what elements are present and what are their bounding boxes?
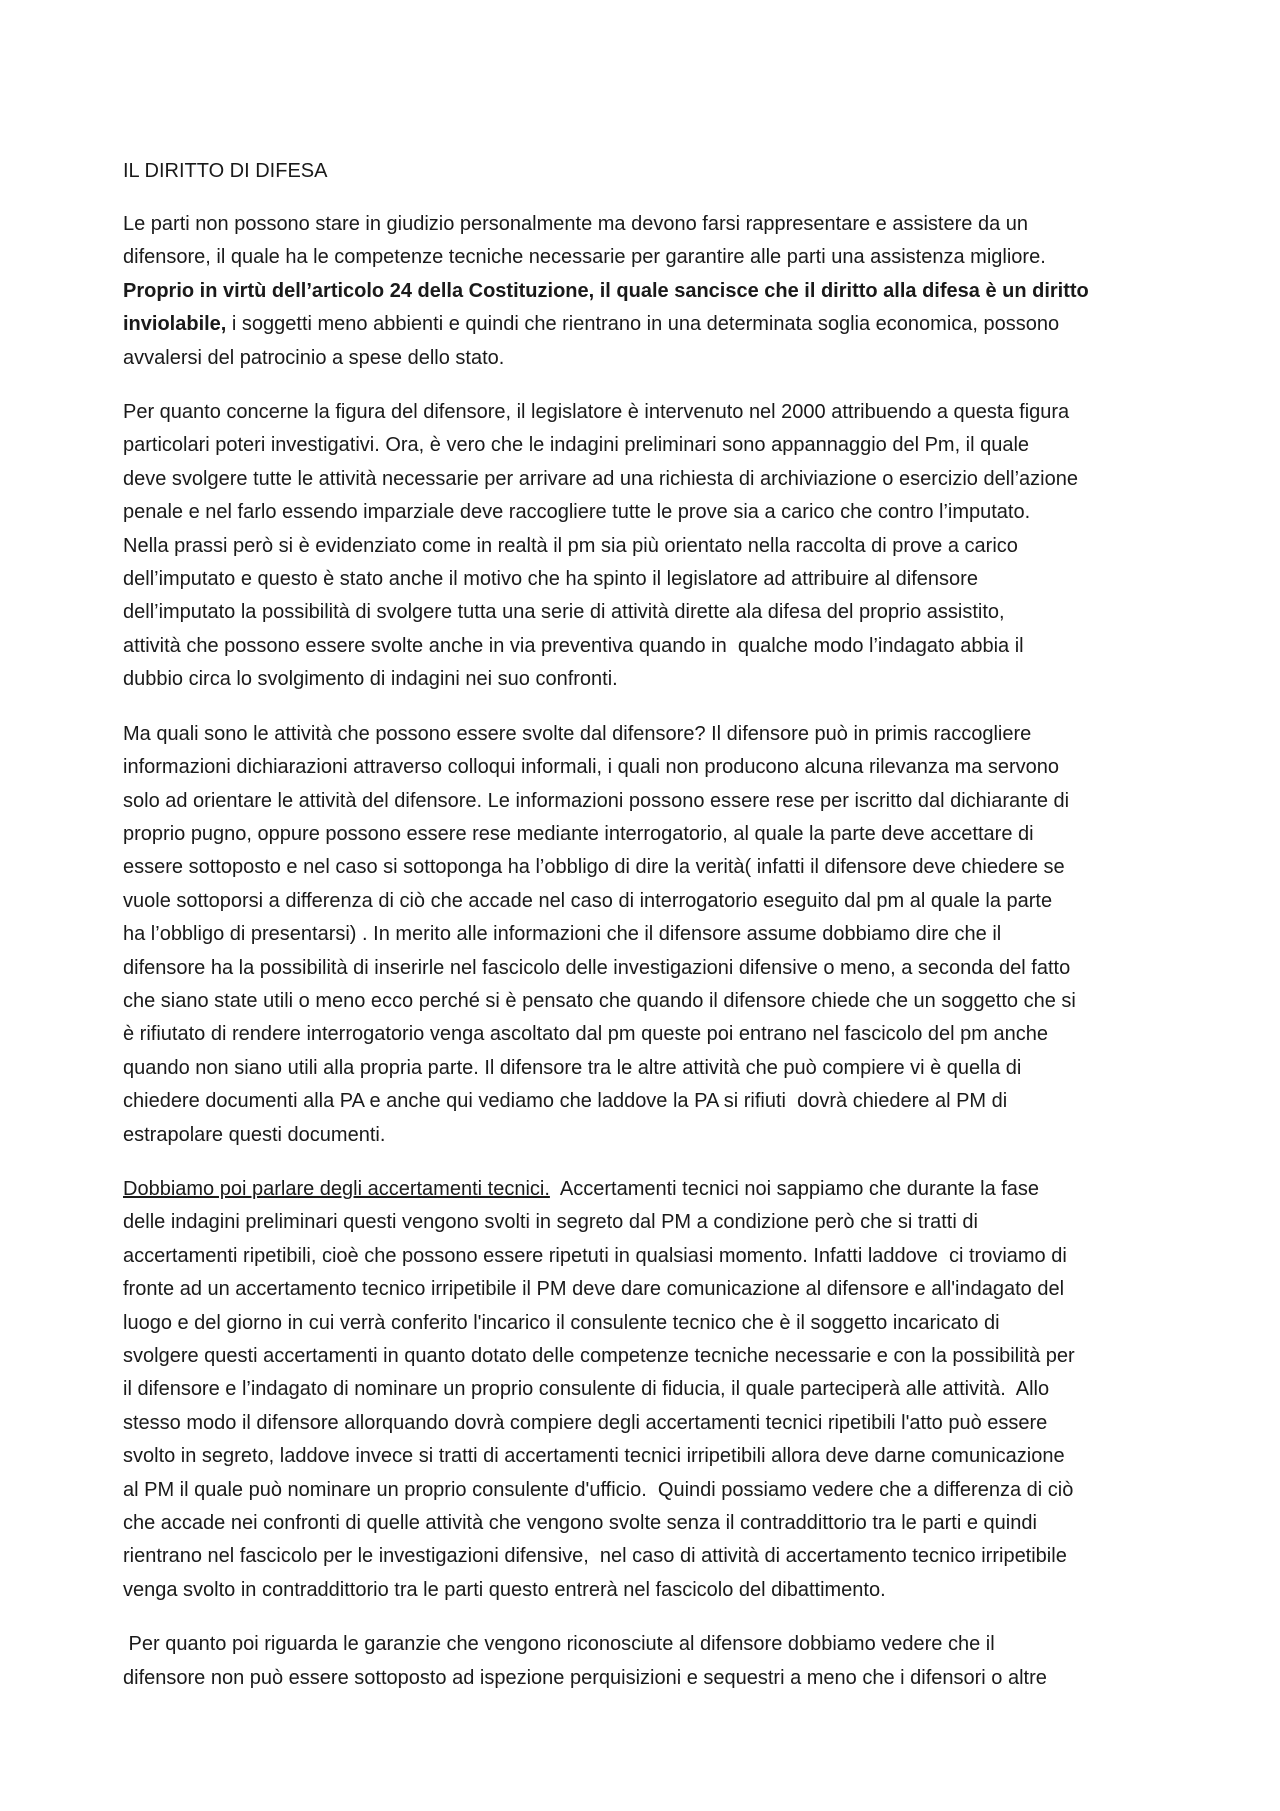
text-line: informazioni dichiarazioni attraverso colloqui informali, i quali non producono alcuna rilevanza ma servono — [123, 756, 1060, 779]
text-line: particolari poteri investigativi. Ora, è vero che le indagini preliminari sono appannaggio del Pm, il quale — [123, 434, 1030, 457]
text-line: ha l’obbligo di presentarsi) . In merito alle informazioni che il difensore assume dobbiamo dire che il — [123, 923, 1002, 946]
underlined-text: Dobbiamo poi parlare degli accertamenti tecnici. — [123, 1177, 550, 1200]
text-line: quando non siano utili alla propria parte. Il difensore tra le altre attività che può compiere vi è quella di — [123, 1056, 1022, 1079]
bold-text: inviolabile, — [123, 313, 227, 336]
text-line: fronte ad un accertamento tecnico irripetibile il PM deve dare comunicazione al difensore e all'indagato del — [123, 1278, 1065, 1301]
text-line: Ma quali sono le attività che possono essere svolte dal difensore? Il difensore può in primis raccogliere — [123, 722, 1032, 745]
text-line: solo ad orientare le attività del difensore. Le informazioni possono essere rese per iscritto dal dichiarante di — [123, 789, 1070, 812]
text-line: stesso modo il difensore allorquando dovrà compiere degli accertamenti tecnici ripetibili l'atto può essere — [123, 1411, 1048, 1434]
text-line: luogo e del giorno in cui verrà conferito l'incarico il consulente tecnico che è il soggetto incaricato di — [123, 1311, 1000, 1334]
text-line: Le parti non possono stare in giudizio personalmente ma devono farsi rappresentare e assistere da un — [123, 213, 1028, 235]
text-line: deve svolgere tutte le attività necessarie per arrivare ad una richiesta di archiviazione o esercizio dell’azione — [123, 467, 1078, 490]
text-line: dell’imputato la possibilità di svolgere tutta una serie di attività dirette ala difesa del proprio assistito, — [123, 601, 1005, 624]
text-line: avvalersi del patrocinio a spese dello stato. — [123, 346, 505, 369]
text-line: Per quanto concerne la figura del difensore, il legislatore è intervenuto nel 2000 attribuendo a questa figura — [123, 401, 1070, 424]
text-run: i soggetti meno abbienti e quindi che rientrano in una determinata soglia economica, possono — [226, 313, 1060, 336]
text-line: al PM il quale può nominare un proprio consulente d'ufficio. Quindi possiamo vedere che a differenza di ciò — [123, 1478, 1074, 1501]
text-line: chiedere documenti alla PA e anche qui vediamo che laddove la PA si rifiuti dovrà chiedere al PM di — [123, 1090, 1008, 1113]
text-line — [123, 308, 1168, 341]
text-line: il difensore e l’indagato di nominare un proprio consulente di fiducia, il quale parteciperà alle attività. Allo — [123, 1378, 1050, 1401]
text-line: dell’imputato e questo è stato anche il motivo che ha spinto il legislatore ad attribuire al difensore — [123, 568, 978, 591]
text-line: estrapolare questi documenti. — [123, 1123, 386, 1146]
paragraph-technical-assessments — [123, 1173, 1168, 1607]
text-line: vuole sottoporsi a differenza di ciò che accade nel caso di interrogatorio eseguito dal pm al quale la parte — [123, 889, 1053, 912]
text-line: Nella prassi però si è evidenziato come in realtà il pm sia più orientato nella raccolta di prove a carico — [123, 534, 1018, 557]
text-run: Accertamenti tecnici noi sappiamo che durante la fase — [549, 1177, 1040, 1200]
text-line: accertamenti ripetibili, cioè che possono essere ripetuti in qualsiasi momento. Infatti laddove ci troviamo di — [123, 1244, 1067, 1267]
document-title: IL DIRITTO DI DIFESA — [123, 160, 328, 182]
text-line: svolgere questi accertamenti in quanto dotato delle competenze tecniche necessarie e con la possibilità per — [123, 1345, 1075, 1367]
text-line: delle indagini preliminari questi vengono svolti in segreto dal PM a condizione però che si tratti di — [123, 1211, 978, 1234]
paragraph-defender-role — [123, 396, 1168, 697]
bold-text: Proprio in virtù dell’articolo 24 della Costituzione, il quale sancisce che il diritto alla difesa è un diritto — [123, 279, 1089, 302]
document-page — [123, 155, 1168, 1716]
text-line: dubbio circa lo svolgimento di indagini nei suo confronti. — [123, 668, 618, 691]
text-line: che siano state utili o meno ecco perché si è pensato che quando il difensore chiede che un soggetto che si — [123, 989, 1076, 1012]
text-line — [123, 275, 1168, 308]
paragraph-defender-activities — [123, 718, 1168, 1152]
text-line: svolto in segreto, laddove invece si tratti di accertamenti tecnici irripetibili allora deve darne comunicazione — [123, 1445, 1065, 1468]
text-line — [123, 1173, 1168, 1206]
text-line: proprio pugno, oppure possono essere rese mediante interrogatorio, al quale la parte deve accettare di — [123, 822, 1034, 845]
text-line: è rifiutato di rendere interrogatorio venga ascoltato dal pm queste poi entrano nel fascicolo del pm anche — [123, 1023, 1049, 1046]
text-line: che accade nei confronti di quelle attività che vengono svolte senza il contraddittorio tra le parti e quindi — [123, 1512, 1037, 1535]
text-line: difensore non può essere sottoposto ad ispezione perquisizioni e sequestri a meno che i difensori o altre — [123, 1666, 1047, 1689]
text-line: difensore ha la possibilità di inserirle nel fascicolo delle investigazioni difensive o meno, a seconda del fatto — [123, 956, 1071, 979]
text-line: difensore, il quale ha le competenze tecniche necessarie per garantire alle parti una assistenza migliore. — [123, 246, 1046, 269]
text-line: attività che possono essere svolte anche in via preventiva quando in qualche modo l’indagato abbia il — [123, 634, 1024, 657]
paragraph-guarantees — [123, 1628, 1168, 1695]
text-line: penale e nel farlo essendo imparziale deve raccogliere tutte le prove sia a carico che contro l’imputato. — [123, 501, 1031, 524]
text-line: venga svolto in contraddittorio tra le parti questo entrerà nel fascicolo del dibattimento. — [123, 1578, 886, 1601]
paragraph-intro — [123, 208, 1168, 375]
text-line: Per quanto poi riguarda le garanzie che vengono riconosciute al difensore dobbiamo vedere che il — [123, 1633, 995, 1656]
text-line: essere sottoposto e nel caso si sottoponga ha l’obbligo di dire la verità( infatti il difensore deve chiedere se — [123, 856, 1065, 879]
text-line: rientrano nel fascicolo per le investigazioni difensive, nel caso di attività di accertamento tecnico irripetibile — [123, 1545, 1067, 1568]
